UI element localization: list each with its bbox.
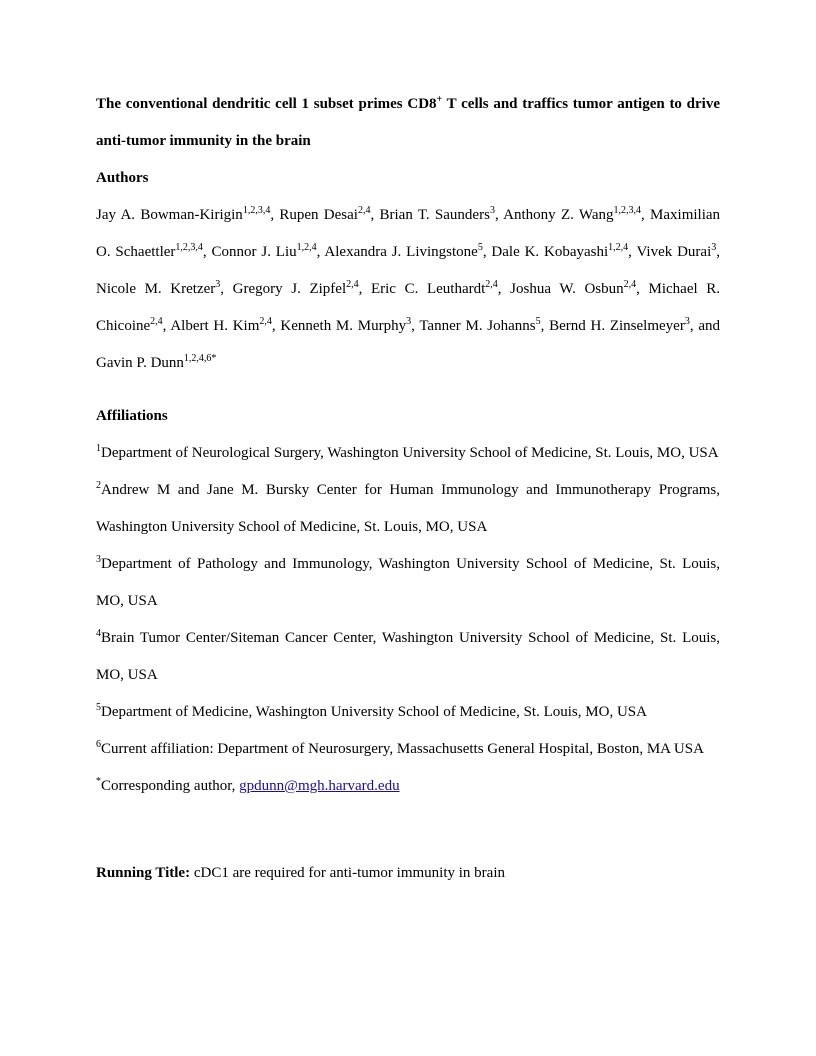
affiliations-list: [96, 435, 720, 768]
author-separator: ,: [411, 318, 420, 334]
author-name: Brian T. Saunders: [379, 207, 490, 223]
affiliations-heading: Affiliations: [96, 408, 168, 424]
affiliation-item: [96, 546, 720, 620]
author-affiliation-marks: 1,2,3,4: [613, 205, 641, 216]
affiliation-number: 5: [96, 702, 101, 713]
author-name: Gavin P. Dunn: [96, 355, 184, 371]
author-separator: ,: [494, 207, 504, 223]
affiliation-text: Department of Medicine, Washington University School of Medicine, St. Louis, MO, USA: [101, 704, 647, 720]
author-affiliation-marks: 2,4: [485, 279, 498, 290]
author-affiliation-marks: 2,4: [346, 279, 359, 290]
author-affiliation-marks: 1,2,4: [608, 242, 629, 253]
author-separator: ,: [716, 244, 721, 260]
author-name: Maximilian O. Schaettler: [96, 207, 721, 260]
title-superscript: +: [436, 94, 443, 105]
affiliation-item: [96, 620, 720, 694]
affiliation-number: 3: [96, 554, 101, 565]
author-name: Alexandra J. Livingstone: [324, 244, 478, 260]
running-title: [96, 855, 720, 892]
author-name: Gregory J. Zipfel: [232, 281, 347, 297]
author-affiliation-marks: 1,2,3,4: [242, 205, 271, 216]
author-affiliation-marks: 5: [535, 316, 541, 327]
affiliation-text: Current affiliation: Department of Neurosurgery, Massachusetts General Hospital, Boston, MA USA: [101, 741, 704, 757]
author-name: Nicole M. Kretzer: [96, 281, 216, 297]
author-name: Tanner M. Johanns: [419, 318, 536, 334]
affiliation-item: [96, 435, 720, 472]
author-separator: ,: [220, 281, 233, 297]
affiliation-number: 6: [96, 739, 101, 750]
affiliation-text: Department of Neurological Surgery, Washington University School of Medicine, St. Louis, MO, USA: [101, 445, 719, 461]
affiliation-number: 2: [96, 480, 101, 491]
author-separator: ,: [482, 244, 492, 260]
author-name: Kenneth M. Murphy: [280, 318, 407, 334]
author-separator: ,: [358, 281, 371, 297]
author-name: Anthony Z. Wang: [503, 207, 614, 223]
author-affiliation-marks: 1,2,3,4: [175, 242, 203, 253]
document-page: [96, 86, 720, 892]
author-separator: ,: [162, 318, 171, 334]
corresponding-email-link[interactable]: gpdunn@mgh.harvard.edu: [239, 778, 400, 794]
authors-heading: Authors: [96, 170, 149, 186]
affiliation-text: Brain Tumor Center/Siteman Cancer Center, Washington University School of Medicine, St. Louis, MO, USA: [96, 630, 720, 683]
author-affiliation-marks: 3: [215, 279, 221, 290]
running-title-text: cDC1 are required for anti-tumor immunity in brain: [190, 865, 505, 881]
running-title-label: Running Title:: [96, 865, 191, 881]
author-affiliation-marks: 2,4: [259, 316, 272, 327]
corresponding-label: Corresponding author,: [101, 778, 240, 794]
author-separator: ,: [316, 244, 325, 260]
title-text-continued: T cells and traffics tumor antigen to drive anti-tumor immunity in the brain: [96, 96, 720, 149]
author-affiliation-marks: 5: [477, 242, 483, 253]
affiliation-text: Andrew M and Jane M. Bursky Center for Human Immunology and Immunotherapy Programs, Washington University School of Medicine, St. Louis, MO, USA: [96, 482, 720, 535]
author-name: Albert H. Kim: [170, 318, 260, 334]
spacer: [96, 805, 720, 855]
authors-list: [96, 197, 720, 382]
author-name: Connor J. Liu: [211, 244, 297, 260]
author-name: Bernd H. Zinselmeyer: [549, 318, 685, 334]
author-separator: ,: [271, 318, 281, 334]
author-affiliation-marks: 2,4: [623, 279, 637, 290]
affiliation-item: [96, 731, 720, 768]
author-affiliation-marks: 3: [711, 242, 717, 253]
affiliation-item: [96, 694, 720, 731]
author-separator: ,: [628, 244, 637, 260]
title-text: The conventional dendritic cell 1 subset primes CD8: [96, 96, 437, 112]
paper-title: [96, 86, 720, 160]
author-affiliation-marks: 3: [489, 205, 495, 216]
author-name: Eric C. Leuthardt: [370, 281, 486, 297]
author-separator: ,: [540, 318, 550, 334]
author-separator: , and: [689, 318, 720, 334]
author-name: Jay A. Bowman-Kirigin: [96, 207, 243, 223]
author-separator: ,: [636, 281, 649, 297]
author-name: Joshua W. Osbun: [510, 281, 624, 297]
spacer: [96, 382, 720, 398]
author-affiliation-marks: 2,4: [357, 205, 371, 216]
affiliation-number: 1: [96, 443, 101, 454]
author-separator: ,: [640, 207, 651, 223]
author-separator: ,: [497, 281, 511, 297]
author-name: Vivek Durai: [636, 244, 712, 260]
author-separator: ,: [202, 244, 212, 260]
author-affiliation-marks: 3: [684, 316, 690, 327]
affiliation-item: [96, 472, 720, 546]
author-affiliation-marks: 2,4: [150, 316, 163, 327]
author-affiliation-marks: 3: [406, 316, 412, 327]
author-separator: ,: [370, 207, 380, 223]
affiliation-text: Department of Pathology and Immunology, Washington University School of Medicine, St. Louis, MO, USA: [96, 556, 720, 609]
corresponding-author: [96, 768, 720, 805]
affiliation-number: 4: [96, 628, 101, 639]
author-separator: ,: [270, 207, 280, 223]
corresponding-mark: *: [96, 776, 101, 787]
author-name: Michael R. Chicoine: [96, 281, 721, 334]
author-affiliation-marks: 1,2,4: [296, 242, 317, 253]
author-name: Rupen Desai: [279, 207, 358, 223]
author-name: Dale K. Kobayashi: [491, 244, 609, 260]
author-affiliation-marks: 1,2,4,6*: [183, 353, 217, 364]
